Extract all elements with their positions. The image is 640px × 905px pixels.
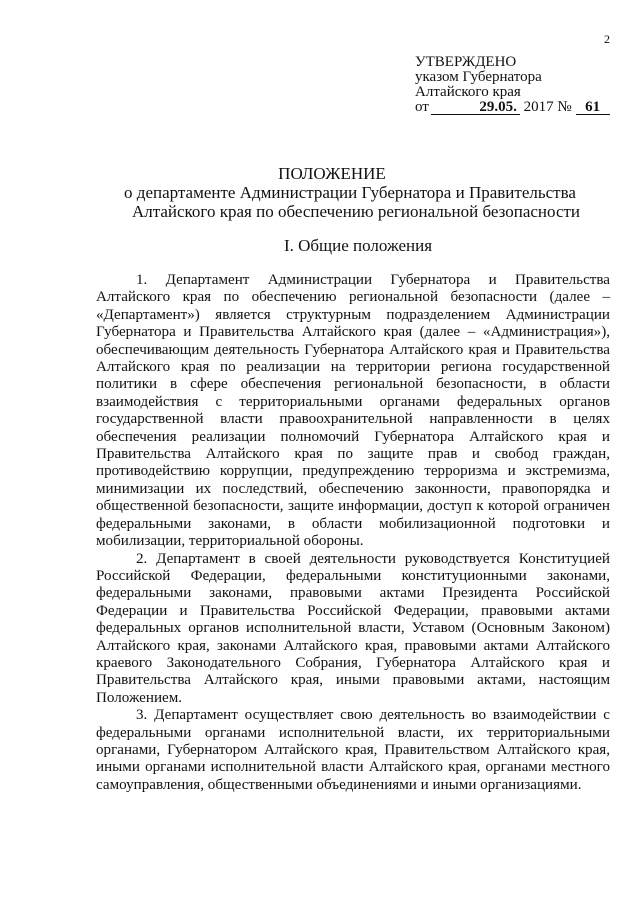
decree-date-field [431, 101, 520, 115]
decree-number-field [576, 101, 610, 115]
decree-number: 61 [585, 99, 601, 115]
document-subtitle-line2: Алтайского края по обеспечению региональной безопасности [131, 202, 581, 221]
section-heading: I. Общие положения [283, 236, 433, 255]
approval-region-line: Алтайского края [415, 84, 521, 100]
document-body [96, 272, 610, 794]
approval-stamp [415, 55, 615, 115]
approval-date-line [415, 100, 615, 115]
document-subtitle-line1: о департаменте Администрации Губернатора и Правительства [124, 183, 576, 202]
approval-title: УТВЕРЖДЕНО [415, 54, 517, 70]
paragraph-1: 1. Департамент Администрации Губернатора и Правительства Алтайского края по обеспечению региональной безопасности (далее – «Департамент») является структурным подразделением Администрации Губернатора и Правительства Алтайского края (далее – «Администрация»), обеспечивающим деятельность Губернатора Алтайского края и Правительства Алтайского края по реализации на территории региона государственной политики в сфере обеспечения региональной безопасности, в области взаимодействия с территориальными органами федеральных органов государственной власти правоохранительной направленности в целях обеспечения реализации полномочий Губернатора Алтайского края и Правительства Алтайского края по защите прав и свобод граждан, противодействию коррупции, предупреждению терроризма и экстремизма, минимизации их последствий, обеспечению законности, правопорядка и общественной безопасности, защите информации, доступ к которой ограничен федеральными законами, в области мобилизационной подготовки и мобилизации, территориальной обороны. [96, 272, 610, 550]
from-label: от [415, 99, 429, 115]
document-title: ПОЛОЖЕНИЕ [278, 164, 386, 183]
page-number: 2 [604, 32, 610, 46]
decree-year-label: 2017 № [523, 99, 572, 115]
paragraph-2: 2. Департамент в своей деятельности руководствуется Конституцией Российской Федерации, федеральными конституционными законами, федеральными законами, правовыми актами Президента Российской Федерации и Правительства Российской Федерации, правовыми актами федеральных органов исполнительной власти, Уставом (Основным Законом) Алтайского края, законами Алтайского края, правовыми актами Алтайского краевого Законодательного Собрания, Губернатора Алтайского края и Правительства Алтайского края, иными правовыми актами, настоящим Положением. [96, 550, 610, 706]
approval-decree-line: указом Губернатора [415, 69, 542, 85]
paragraph-3: 3. Департамент осуществляет свою деятельность во взаимодействии с федеральными органами исполнительной власти, их территориальными органами, Губернатором Алтайского края, Правительством Алтайского края, иными органами исполнительной власти Алтайского края, органами местного самоуправления, общественными объединениями и иными организациями. [96, 707, 610, 793]
decree-date: 29.05. [479, 99, 517, 115]
